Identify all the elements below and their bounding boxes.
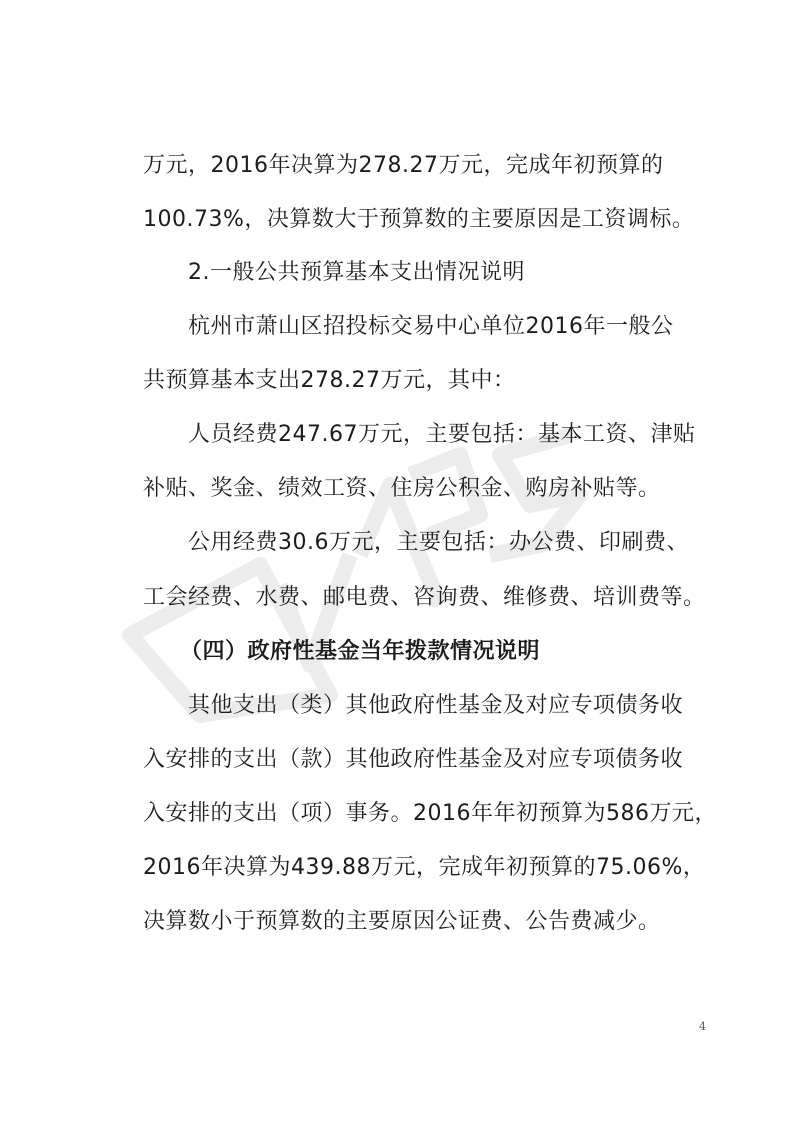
paragraph-line: 万元，2016年决算为278.27万元，完成年初预算的 — [143, 153, 664, 178]
section-heading: （四）政府性基金当年拨款情况说明 — [180, 639, 541, 664]
paragraph-line: 2016年决算为439.88万元，完成年初预算的75.06%， — [143, 855, 706, 880]
paragraph-line: 杭州市萧山区招投标交易中心单位2016年一般公 — [188, 314, 674, 339]
page-number: 4 — [699, 1020, 706, 1033]
paragraph-line: 决算数小于预算数的主要原因公证费、公告费减少。 — [143, 909, 661, 934]
paragraph-line: 工会经费、水费、邮电费、咨询费、维修费、培训费等。 — [143, 585, 706, 610]
paragraph-line: 共预算基本支出278.27万元，其中： — [143, 368, 516, 393]
paragraph-line: 入安排的支出（项）事务。2016年年初预算为586万元， — [143, 801, 717, 826]
paragraph-line: 入安排的支出（款）其他政府性基金及对应专项债务收 — [143, 747, 684, 772]
section-heading: 2.一般公共预算基本支出情况说明 — [188, 260, 525, 285]
paragraph-line: 其他支出（类）其他政府性基金及对应专项债务收 — [188, 693, 684, 718]
paragraph-line: 补贴、奖金、绩效工资、住房公积金、购房补贴等。 — [143, 476, 661, 501]
paragraph-line: 人员经费247.67万元，主要包括：基本工资、津贴 — [188, 422, 696, 447]
paragraph-line: 100.73%，决算数大于预算数的主要原因是工资调标。 — [143, 207, 695, 232]
paragraph-line: 公用经费30.6万元，主要包括：办公费、印刷费、 — [188, 530, 689, 555]
